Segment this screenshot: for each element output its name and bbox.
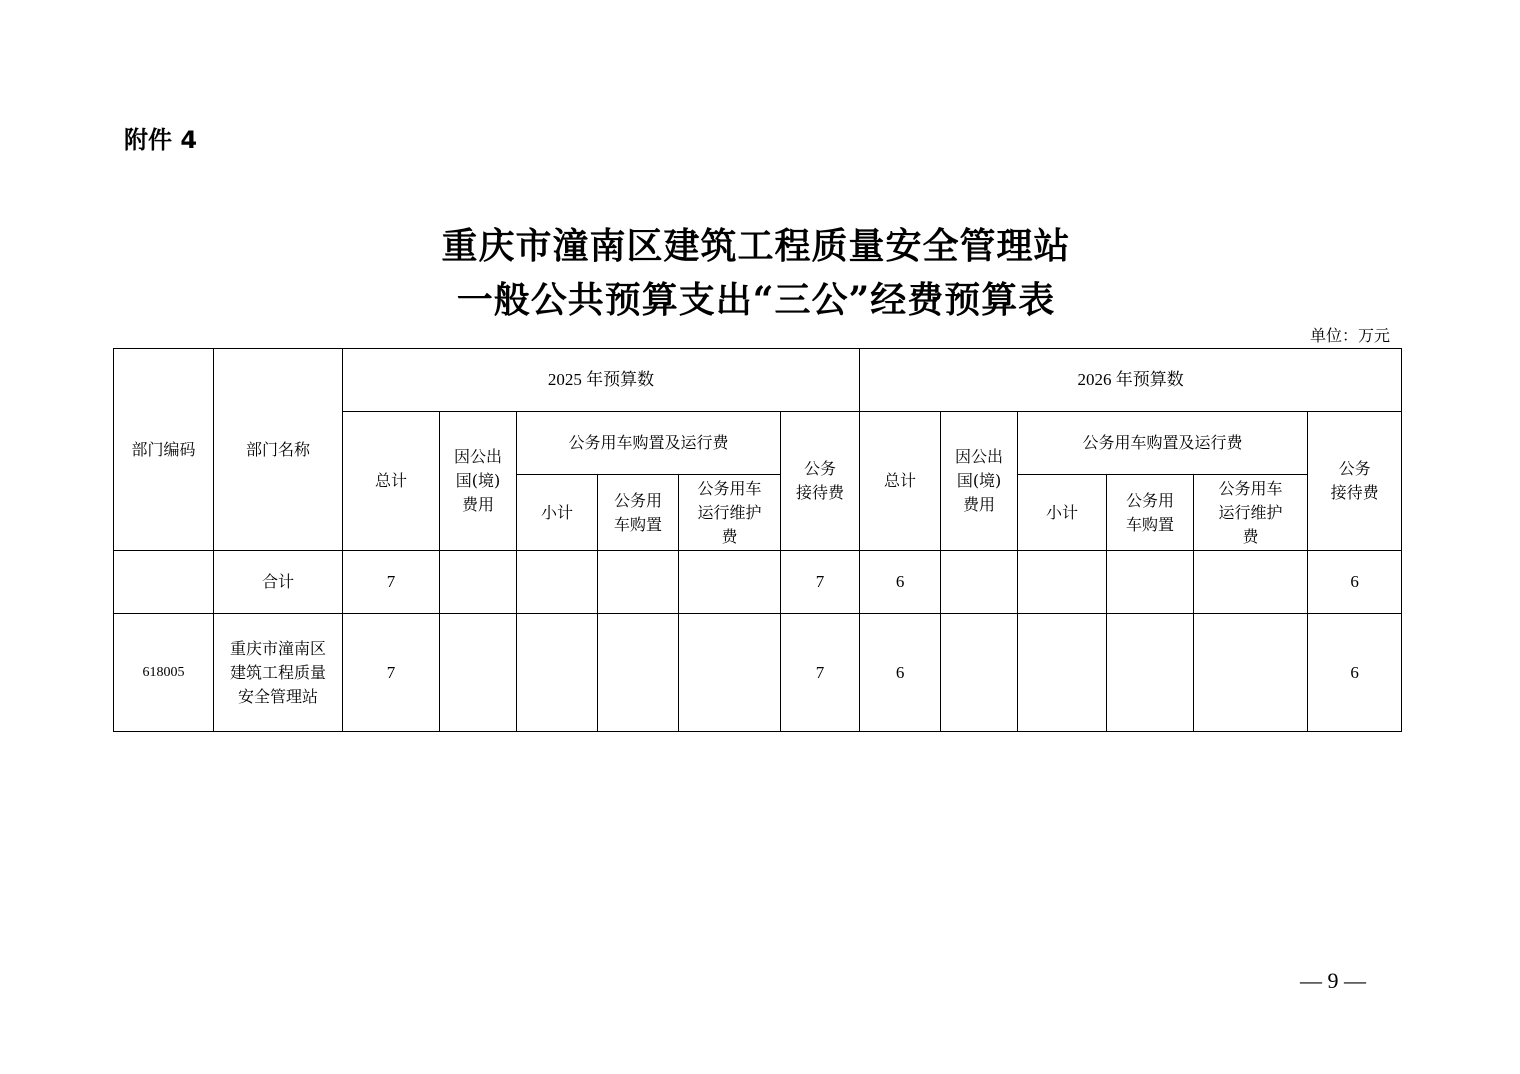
budget-table bbox=[113, 348, 1402, 732]
table-row-total bbox=[114, 551, 1402, 614]
cell-2025-subtotal bbox=[517, 551, 598, 614]
cell-2026-purchase bbox=[1107, 614, 1194, 732]
header-2025-total: 总计 bbox=[343, 412, 440, 551]
unit-label: 单位：万元 bbox=[1309, 326, 1390, 345]
cell-2025-overseas bbox=[440, 614, 517, 732]
cell-code: 618005 bbox=[114, 614, 214, 732]
header-2026-reception bbox=[1308, 412, 1402, 551]
header-2026-subtotal: 小计 bbox=[1018, 475, 1107, 551]
cell-code bbox=[114, 551, 214, 614]
header-2025-reception-line2: 接待费 bbox=[796, 483, 845, 502]
header-2026-overseas bbox=[941, 412, 1018, 551]
header-year-2025: 2025 年预算数 bbox=[343, 349, 860, 412]
cell-2026-purchase bbox=[1107, 551, 1194, 614]
header-2026-overseas-line1: 因公出 bbox=[955, 447, 1004, 466]
cell-2025-maint bbox=[679, 551, 781, 614]
cell-2026-subtotal bbox=[1018, 614, 1107, 732]
header-2026-vehicle-purchase bbox=[1107, 475, 1194, 551]
header-dept-code: 部门编码 bbox=[114, 349, 214, 551]
header-2025-vehicle-purchase bbox=[598, 475, 679, 551]
header-dept-name: 部门名称 bbox=[214, 349, 343, 551]
table-row-department bbox=[114, 614, 1402, 732]
cell-2025-reception: 7 bbox=[781, 551, 860, 614]
cell-2025-total: 7 bbox=[343, 551, 440, 614]
header-2025-vehicle-maint bbox=[679, 475, 781, 551]
cell-2026-maint bbox=[1194, 551, 1308, 614]
cell-name-line1: 重庆市潼南区 bbox=[229, 638, 326, 658]
header-2026-vehicle-maint-line3: 费 bbox=[1242, 526, 1259, 546]
cell-2026-subtotal bbox=[1018, 551, 1107, 614]
header-2025-reception-line1: 公务 bbox=[804, 459, 837, 478]
cell-name: 合计 bbox=[214, 551, 343, 614]
cell-2025-overseas bbox=[440, 551, 517, 614]
header-2026-vehicle-group: 公务用车购置及运行费 bbox=[1018, 412, 1308, 475]
header-2025-vehicle-maint-line3: 费 bbox=[721, 526, 738, 546]
header-2025-overseas bbox=[440, 412, 517, 551]
cell-2025-reception: 7 bbox=[781, 614, 860, 732]
document-title-line-1: 重庆市潼南区建筑工程质量安全管理站 bbox=[441, 225, 1071, 267]
header-2026-overseas-line3: 费用 bbox=[963, 495, 996, 514]
header-2026-reception-line2: 接待费 bbox=[1330, 483, 1379, 502]
header-2025-overseas-line1: 因公出 bbox=[453, 447, 502, 466]
cell-2026-overseas bbox=[941, 551, 1018, 614]
header-2026-reception-line1: 公务 bbox=[1338, 459, 1371, 478]
cell-name-line3: 安全管理站 bbox=[237, 686, 318, 706]
cell-2026-maint bbox=[1194, 614, 1308, 732]
cell-2025-total: 7 bbox=[343, 614, 440, 732]
header-2025-vehicle-purchase-line2: 车购置 bbox=[613, 514, 662, 534]
cell-name bbox=[214, 614, 343, 732]
header-2026-total: 总计 bbox=[860, 412, 941, 551]
header-2025-vehicle-purchase-line1: 公务用 bbox=[613, 490, 662, 510]
document-title-line-2: 一般公共预算支出“三公”经费预算表 bbox=[456, 279, 1056, 321]
cell-2026-reception: 6 bbox=[1308, 614, 1402, 732]
page-number: — 9 — bbox=[1300, 968, 1366, 993]
attachment-label: 附件 4 bbox=[124, 126, 198, 154]
cell-2026-overseas bbox=[941, 614, 1018, 732]
header-2025-subtotal: 小计 bbox=[517, 475, 598, 551]
header-2026-overseas-line2: 国(境) bbox=[956, 471, 1002, 490]
cell-2025-maint bbox=[679, 614, 781, 732]
cell-2026-total: 6 bbox=[860, 551, 941, 614]
cell-2026-total: 6 bbox=[860, 614, 941, 732]
header-2025-vehicle-group: 公务用车购置及运行费 bbox=[517, 412, 781, 475]
cell-2026-reception: 6 bbox=[1308, 551, 1402, 614]
header-2025-overseas-line3: 费用 bbox=[461, 495, 494, 514]
header-2026-vehicle-purchase-line2: 车购置 bbox=[1126, 514, 1175, 534]
header-2026-vehicle-purchase-line1: 公务用 bbox=[1126, 490, 1175, 510]
cell-2025-subtotal bbox=[517, 614, 598, 732]
header-2025-vehicle-maint-line1: 公务用车 bbox=[697, 478, 762, 498]
cell-2025-purchase bbox=[598, 614, 679, 732]
header-2025-reception bbox=[781, 412, 860, 551]
header-2025-vehicle-maint-line2: 运行维护 bbox=[697, 502, 762, 522]
header-year-2026: 2026 年预算数 bbox=[860, 349, 1402, 412]
header-2025-overseas-line2: 国(境) bbox=[455, 471, 501, 490]
header-2026-vehicle-maint bbox=[1194, 475, 1308, 551]
header-row-1 bbox=[114, 349, 1402, 412]
cell-2025-purchase bbox=[598, 551, 679, 614]
cell-name-line2: 建筑工程质量 bbox=[229, 662, 326, 682]
header-2026-vehicle-maint-line2: 运行维护 bbox=[1218, 502, 1283, 522]
header-2026-vehicle-maint-line1: 公务用车 bbox=[1218, 478, 1283, 498]
